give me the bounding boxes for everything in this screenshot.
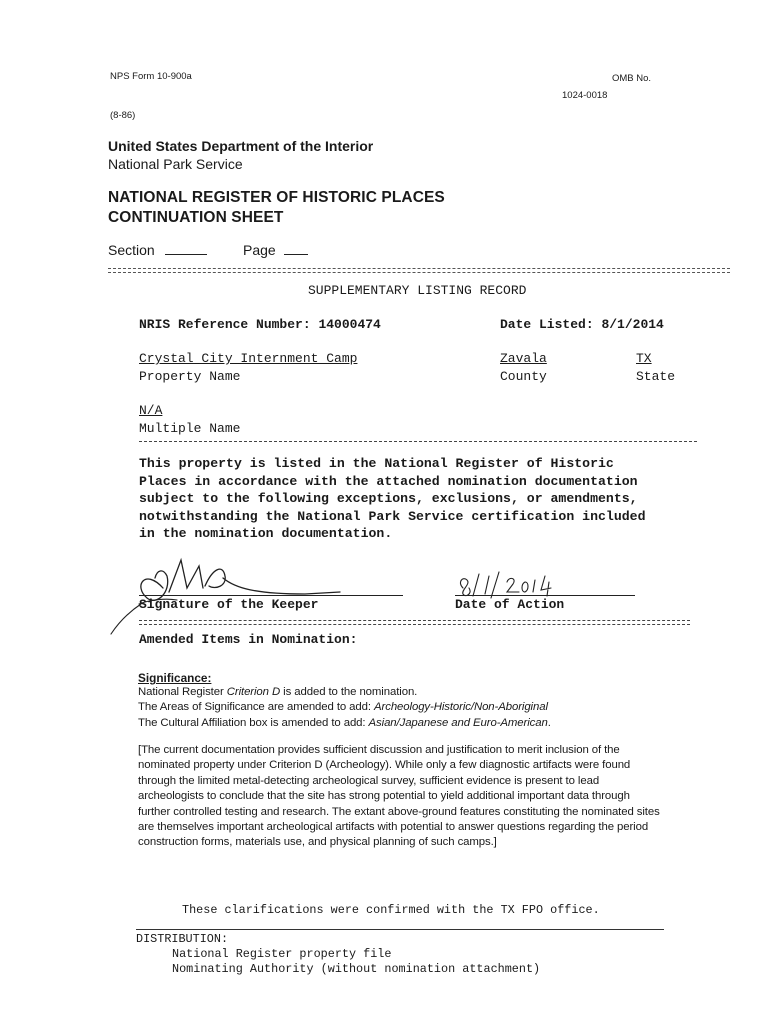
page-blank bbox=[284, 242, 308, 255]
document-subtitle: CONTINUATION SHEET bbox=[108, 209, 284, 226]
paragraph-line: construction forms, materials use, and physical planning of such camps.] bbox=[138, 836, 497, 849]
date-listed-value: 8/1/2014 bbox=[601, 317, 664, 332]
significance-heading: Significance: bbox=[138, 671, 212, 685]
multiple-name-value: N/A bbox=[139, 403, 163, 418]
statement-line: Places in accordance with the attached nomination documentation bbox=[139, 473, 638, 489]
nris-field bbox=[139, 317, 381, 332]
listing-statement bbox=[139, 455, 645, 543]
confirmation-note: These clarifications were confirmed with the TX FPO office. bbox=[182, 903, 600, 917]
state-label: State bbox=[636, 369, 676, 384]
property-name-value: Crystal City Internment Camp bbox=[139, 351, 358, 366]
date-listed-field bbox=[500, 317, 664, 332]
distribution-label: DISTRIBUTION: bbox=[136, 932, 229, 946]
page-field bbox=[243, 242, 308, 258]
amended-rule-2 bbox=[139, 624, 690, 625]
paragraph-line: are themselves important archeological artifacts with potential to answer questions regarding the period bbox=[138, 821, 649, 834]
top-rule-1 bbox=[108, 268, 730, 269]
multiple-name-label: Multiple Name bbox=[139, 421, 241, 436]
paragraph-line: archeologists to conclude that the site has strong potential to yield additional important data through bbox=[138, 790, 630, 803]
page-label: Page bbox=[243, 242, 276, 258]
section-label: Section bbox=[108, 242, 155, 258]
document-title: NATIONAL REGISTER OF HISTORIC PLACES bbox=[108, 189, 445, 206]
date-line bbox=[455, 595, 635, 596]
service-name: National Park Service bbox=[108, 156, 243, 172]
form-revision: (8-86) bbox=[110, 110, 136, 121]
nris-value: 14000474 bbox=[318, 317, 381, 332]
statement-line: This property is listed in the National Register of Historic bbox=[139, 456, 614, 471]
distribution-list bbox=[172, 947, 540, 977]
paragraph-line: further controlled testing and research. The extant above-ground features constituting the nominated sites bbox=[138, 805, 660, 818]
omb-label: OMB No. bbox=[612, 73, 652, 84]
significance-paragraph bbox=[138, 743, 660, 851]
form-number: NPS Form 10-900a bbox=[110, 71, 192, 82]
nris-label: NRIS Reference Number: bbox=[139, 317, 311, 332]
criterion-line: National Register Criterion D is added to the nomination. bbox=[138, 686, 418, 698]
areas-line: The Areas of Significance are amended to add: Archeology-Historic/Non-Aboriginal bbox=[138, 701, 548, 714]
statement-rule bbox=[139, 441, 697, 442]
signature-line bbox=[139, 595, 403, 596]
amended-rule-1 bbox=[139, 620, 690, 621]
paragraph-line: nominated property under Criterion D (Archeology). While only a few diagnostic artifacts were found bbox=[138, 759, 631, 772]
paragraph-line: through the limited metal-detecting archeological survey, sufficient evidence is present to lead bbox=[138, 774, 600, 787]
section-field bbox=[108, 242, 207, 258]
top-rule-2 bbox=[108, 272, 730, 273]
property-name-label: Property Name bbox=[139, 369, 241, 384]
record-heading: SUPPLEMENTARY LISTING RECORD bbox=[308, 283, 527, 298]
section-blank bbox=[165, 242, 207, 255]
date-of-action-label: Date of Action bbox=[455, 597, 565, 612]
department-name: United States Department of the Interior bbox=[108, 138, 374, 154]
amended-heading: Amended Items in Nomination: bbox=[139, 632, 358, 647]
omb-number: 1024-0018 bbox=[562, 90, 608, 101]
county-value: Zavala bbox=[500, 351, 547, 366]
distribution-item: National Register property file bbox=[172, 947, 392, 961]
statement-line: subject to the following exceptions, exclusions, or amendments, bbox=[139, 491, 638, 507]
affiliation-line: The Cultural Affiliation box is amended to add: Asian/Japanese and Euro-American. bbox=[138, 716, 551, 729]
signature-label: Signature of the Keeper bbox=[139, 597, 319, 612]
statement-line: notwithstanding the National Park Service certification included bbox=[139, 508, 646, 524]
significance-amendments bbox=[138, 685, 551, 731]
distribution-rule bbox=[136, 929, 664, 930]
paragraph-line: [The current documentation provides sufficient discussion and justification to merit inclusion of the bbox=[138, 744, 620, 756]
distribution-item: Nominating Authority (without nomination attachment) bbox=[172, 962, 541, 976]
state-value: TX bbox=[636, 351, 652, 366]
county-label: County bbox=[500, 369, 547, 384]
date-listed-label: Date Listed: bbox=[500, 317, 594, 332]
statement-line: in the nomination documentation. bbox=[139, 526, 393, 542]
